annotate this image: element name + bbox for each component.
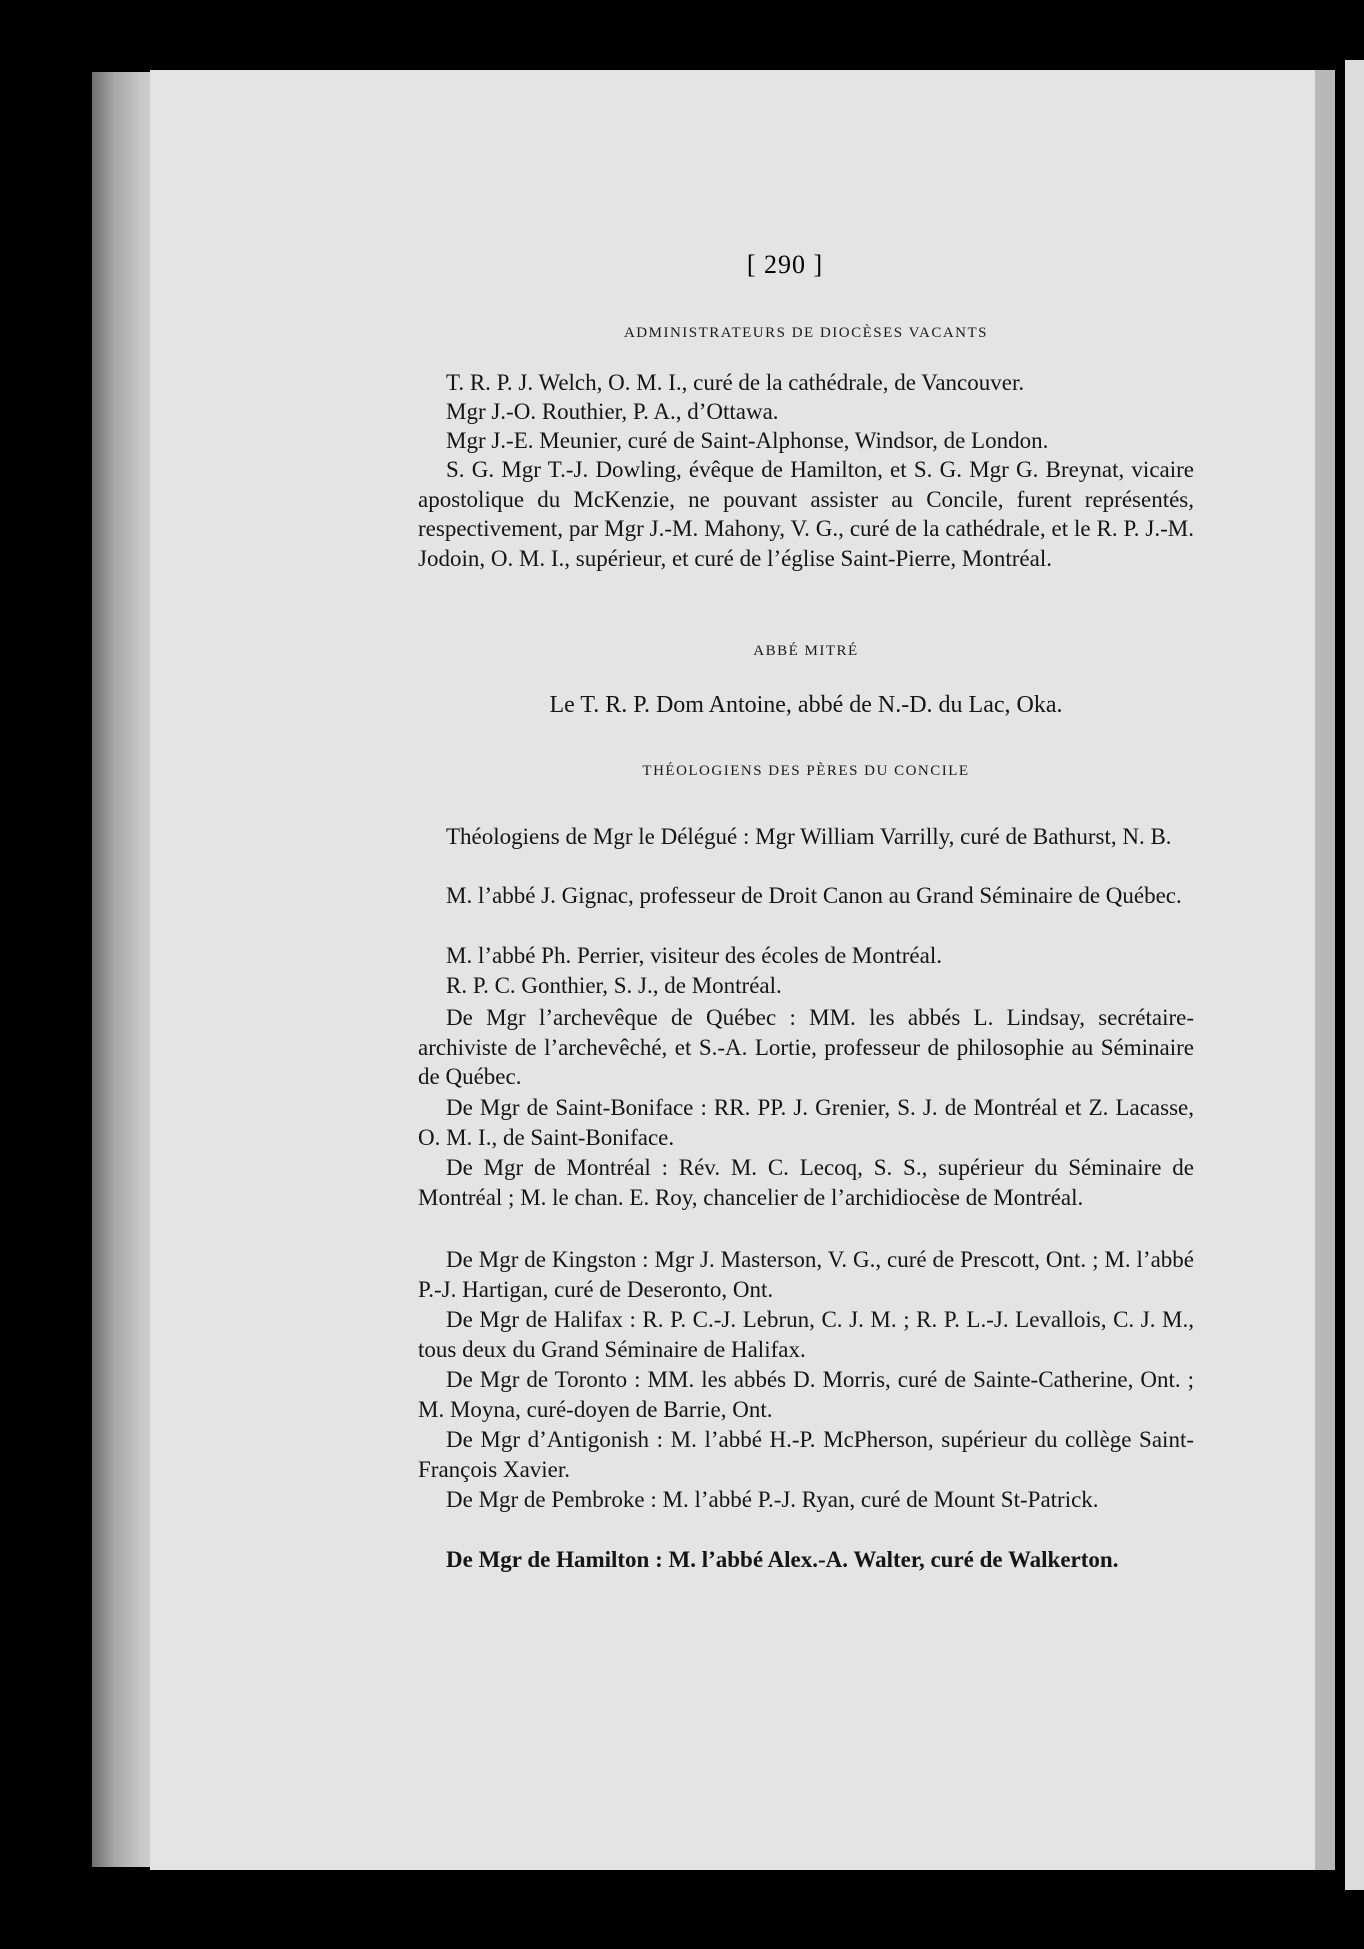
theo-para-10: De Mgr de Toronto : MM. les abbés D. Morris, curé de Sainte-Catherine, Ont. ; M. Moyna, curé-doyen de Barrie, Ont. xyxy=(418,1367,1194,1422)
theo-para-6: De Mgr de Saint-Boniface : RR. PP. J. Grenier, S. J. de Montréal et Z. Lacasse, O. M. I., de Saint-Boniface. xyxy=(418,1095,1194,1150)
theo-para-2: M. l’abbé J. Gignac, professeur de Droit Canon au Grand Séminaire de Québec. xyxy=(446,883,1182,908)
theo-para-4: R. P. C. Gonthier, S. J., de Montréal. xyxy=(446,973,782,998)
page-number: [ 290 ] xyxy=(746,250,824,279)
abbe-line: Le T. R. P. Dom Antoine, abbé de N.-D. du Lac, Oka. xyxy=(549,692,1063,718)
section-heading-abbe: ABBÉ MITRÉ xyxy=(753,643,859,659)
theo-para-12: De Mgr de Pembroke : M. l’abbé P.-J. Ryan, curé de Mount St-Patrick. xyxy=(446,1487,1099,1512)
admin-para-4: S. G. Mgr T.-J. Dowling, évêque de Hamilton, et S. G. Mgr G. Breynat, vicaire apostolique du McKenzie, ne pouvant assister au Concile, furent représentés, respectivement, par Mgr J.-M. Mahony, V. G., curé de la cathédrale, et le R. P. J.-M. Jodoin, O. M. I., supérieur, et curé de l’église Saint-Pierre, Montréal. xyxy=(418,457,1194,571)
theo-para-8: De Mgr de Kingston : Mgr J. Masterson, V. G., curé de Prescott, Ont. ; M. l’abbé P.-J. Hartigan, curé de Deseronto, Ont. xyxy=(418,1247,1194,1302)
next-page-edge xyxy=(1345,60,1364,1890)
theo-para-11: De Mgr d’Antigonish : M. l’abbé H.-P. McPherson, supérieur du collège Saint-François Xavier. xyxy=(418,1427,1194,1482)
theo-para-13: De Mgr de Hamilton : M. l’abbé Alex.-A. Walter, curé de Walkerton. xyxy=(446,1547,1119,1572)
theo-para-3: M. l’abbé Ph. Perrier, visiteur des écoles de Montréal. xyxy=(446,943,942,968)
admin-para-2: Mgr J.-O. Routhier, P. A., d’Ottawa. xyxy=(446,399,779,424)
page-right-edge xyxy=(1315,70,1335,1870)
admin-para-3: Mgr J.-E. Meunier, curé de Saint-Alphonse, Windsor, de London. xyxy=(446,428,1049,453)
theo-para-9: De Mgr de Halifax : R. P. C.-J. Lebrun, C. J. M. ; R. P. L.-J. Levallois, C. J. M., tous deux du Grand Séminaire de Halifax. xyxy=(418,1307,1194,1362)
theo-para-1: Théologiens de Mgr le Délégué : Mgr William Varrilly, curé de Bathurst, N. B. xyxy=(446,824,1172,849)
theo-para-7: De Mgr de Montréal : Rév. M. C. Lecoq, S. S., supérieur du Séminaire de Montréal ; M. le chan. E. Roy, chancelier de l’archidiocèse de Montréal. xyxy=(418,1155,1194,1210)
theo-para-5: De Mgr l’archevêque de Québec : MM. les abbés L. Lindsay, secrétaire-archiviste de l’archevêché, et S.-A. Lortie, professeur de philosophie au Séminaire de Québec. xyxy=(418,1005,1194,1089)
section-heading-administrators: ADMINISTRATEURS DE DIOCÈSES VACANTS xyxy=(623,325,989,341)
section-heading-theologians: THÉOLOGIENS DES PÈRES DU CONCILE xyxy=(642,763,970,779)
admin-para-1: T. R. P. J. Welch, O. M. I., curé de la cathédrale, de Vancouver. xyxy=(446,370,1025,395)
